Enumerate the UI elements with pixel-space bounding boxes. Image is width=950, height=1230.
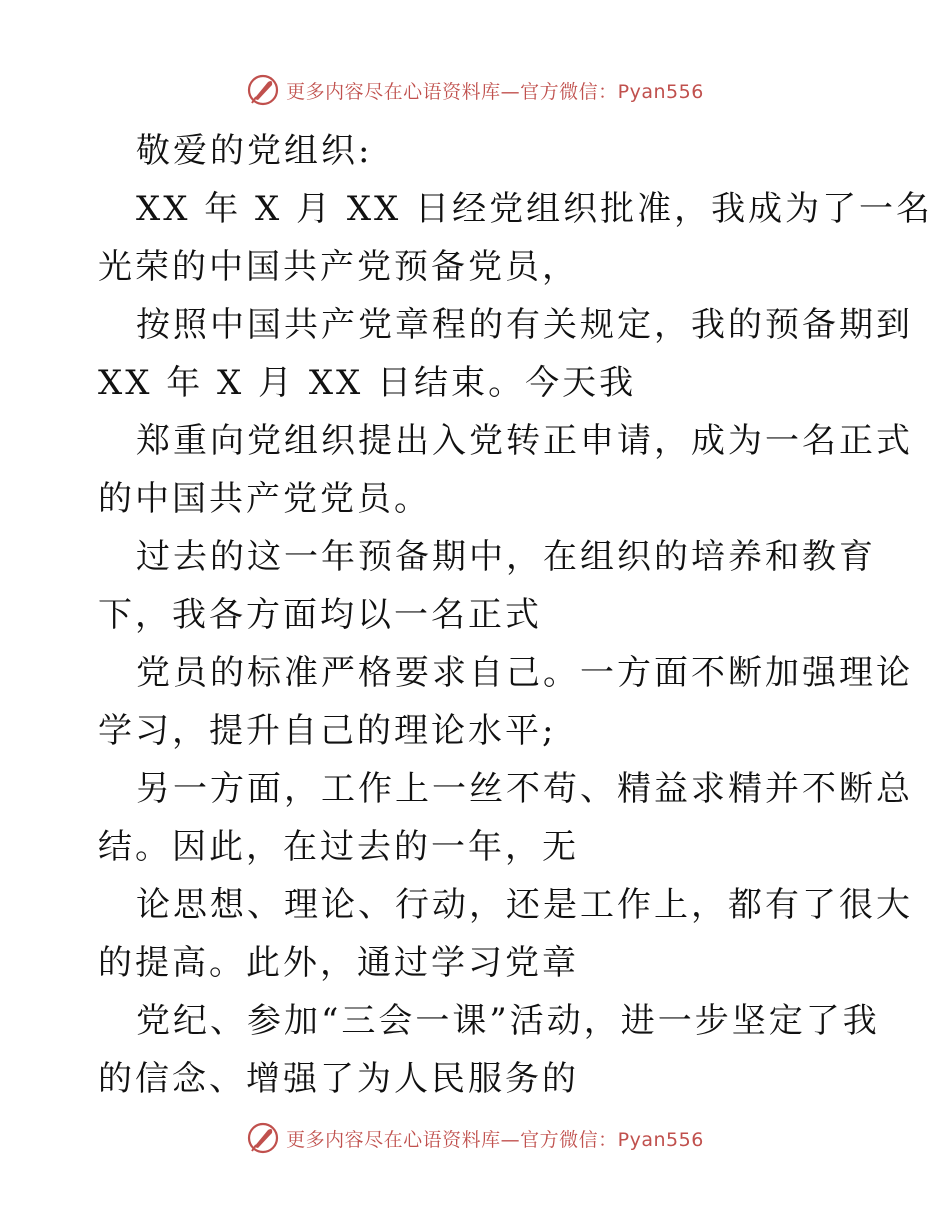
text-line: 党纪、参加“三会一课”活动，进一步坚定了我 — [136, 1001, 880, 1041]
quill-logo-icon — [246, 73, 280, 107]
text-line: 按照中国共产党章程的有关规定，我的预备期到 — [136, 305, 913, 345]
text-line: 的信念、增强了为人民服务的 — [98, 1059, 579, 1099]
text-line: 过去的这一年预备期中，在组织的培养和教育 — [136, 537, 876, 577]
footer-watermark — [0, 1118, 950, 1158]
document-body — [98, 122, 934, 1108]
quill-logo-icon — [246, 1121, 280, 1155]
header-watermark — [0, 70, 950, 110]
text-line: 另一方面，工作上一丝不苟、精益求精并不断总 — [136, 769, 913, 809]
text-line: 郑重向党组织提出入党转正申请，成为一名正式 — [136, 421, 913, 461]
text-line: 结。因此，在过去的一年，无 — [98, 827, 579, 867]
text-line: XX 年 X 月 XX 日经党组织批准，我成为了一名 — [136, 189, 934, 229]
text-line: 论思想、理论、行动，还是工作上，都有了很大 — [136, 885, 913, 925]
watermark-text: 更多内容尽在心语资料库—官方微信：Pyan556 — [286, 1128, 704, 1151]
text-line: XX 年 X 月 XX 日结束。今天我 — [98, 363, 637, 403]
text-line: 的提高。此外，通过学习党章 — [98, 943, 579, 983]
text-line: 光荣的中国共产党预备党员， — [98, 247, 579, 287]
watermark-text: 更多内容尽在心语资料库—官方微信：Pyan556 — [286, 80, 704, 103]
text-line: 的中国共产党党员。 — [98, 479, 431, 519]
text-line: 下，我各方面均以一名正式 — [98, 595, 542, 635]
text-line: 学习，提升自己的理论水平; — [98, 711, 557, 751]
text-line: 党员的标准严格要求自己。一方面不断加强理论 — [136, 653, 913, 693]
text-line: 敬爱的党组织: — [136, 131, 373, 171]
